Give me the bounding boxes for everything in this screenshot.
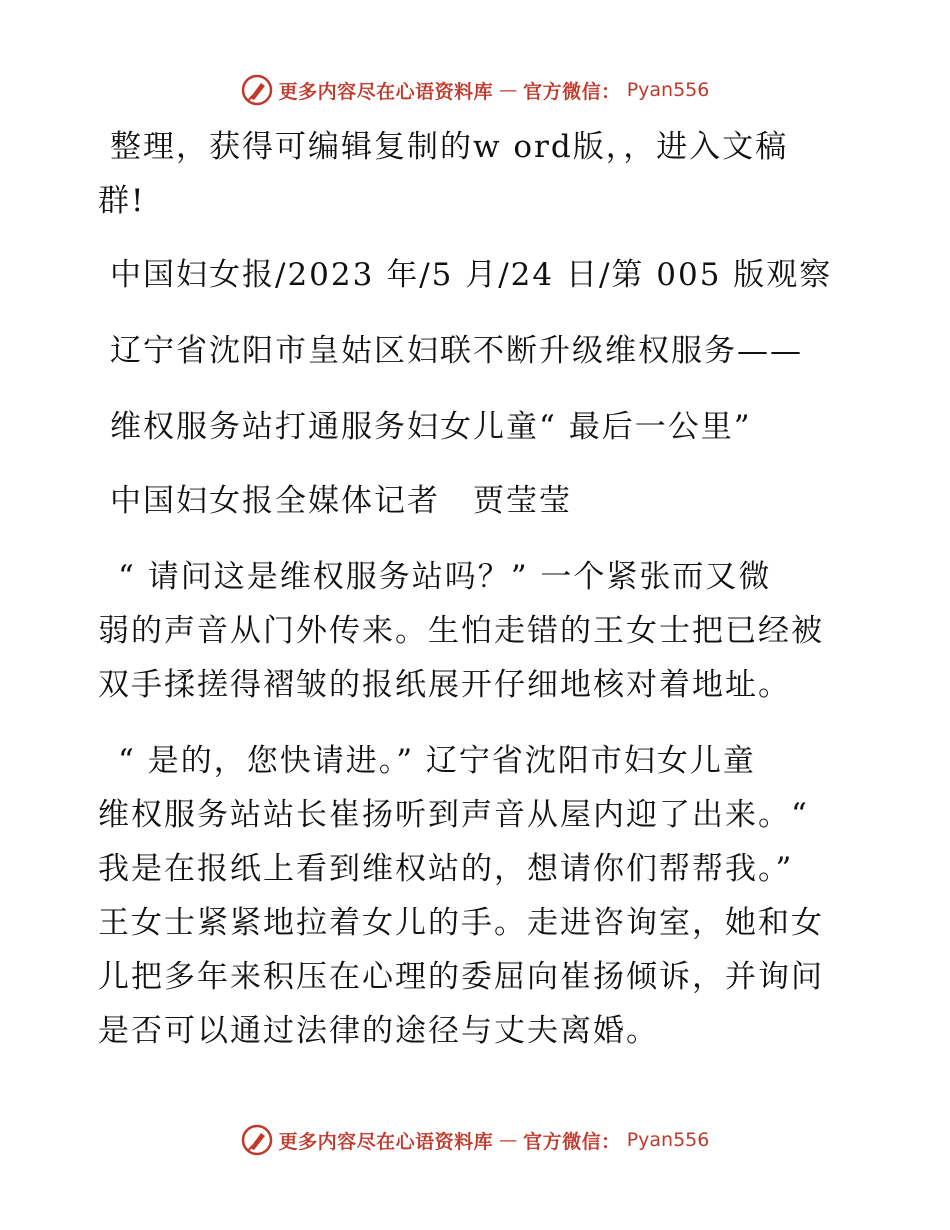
intro-paragraph: [98, 120, 858, 228]
paragraph-line: “ 请问这是维权服务站吗？” 一个紧张而又微: [118, 559, 772, 595]
paragraph: [98, 550, 858, 712]
byline-text: 中国妇女报全媒体记者 贾莹莹: [110, 483, 572, 519]
banner-account-id: Pyan556: [626, 79, 710, 101]
byline: [98, 474, 858, 528]
banner-account-id: Pyan556: [626, 1129, 710, 1151]
banner-separator: —: [499, 1129, 518, 1151]
paragraph: [98, 734, 858, 1058]
headline: [98, 324, 858, 454]
paragraph-line: 我是在报纸上看到维权站的，想请你们帮帮我。”: [98, 851, 794, 887]
headline-line: 辽宁省沈阳市皇姑区妇联不断升级维权服务——: [110, 333, 803, 369]
intro-line: 群!: [98, 183, 146, 219]
banner-account-label: 官方微信：: [523, 80, 621, 103]
paragraph-line: 弱的声音从门外传来。生怕走错的王女士把已经被: [98, 613, 824, 649]
paragraph-line: 是否可以通过法律的途径与丈夫离婚。: [98, 1013, 659, 1049]
source-line: [98, 248, 858, 302]
banner-separator: —: [499, 79, 518, 101]
banner-account-label: 官方微信：: [523, 1130, 621, 1153]
intro-line: 整理，获得可编辑复制的w ord版，，进入文稿: [110, 129, 789, 165]
banner-slogan: 更多内容尽在心语资料库: [278, 80, 494, 103]
header-banner: [0, 72, 950, 108]
quill-pen-logo-icon: [241, 74, 273, 106]
headline-line: 维权服务站打通服务妇女儿童“ 最后一公里”: [110, 409, 752, 445]
paragraph-line: “ 是的，您快请进。” 辽宁省沈阳市妇女儿童: [118, 743, 756, 779]
quill-pen-logo-icon: [241, 1124, 273, 1156]
document-body: [98, 120, 858, 1058]
banner-slogan: 更多内容尽在心语资料库: [278, 1130, 494, 1153]
paragraph-line: 维权服务站站长崔扬听到声音从屋内迎了出来。“: [98, 797, 809, 833]
paragraph-line: 王女士紧紧地拉着女儿的手。走进咨询室，她和女: [98, 905, 824, 941]
source-text: 中国妇女报/2023 年/5 月/24 日/第 005 版观察: [110, 257, 833, 293]
footer-banner: [0, 1122, 950, 1158]
paragraph-line: 双手揉搓得褶皱的报纸展开仔细地核对着地址。: [98, 667, 791, 703]
paragraph-line: 儿把多年来积压在心理的委屈向崔扬倾诉，并询问: [98, 959, 824, 995]
